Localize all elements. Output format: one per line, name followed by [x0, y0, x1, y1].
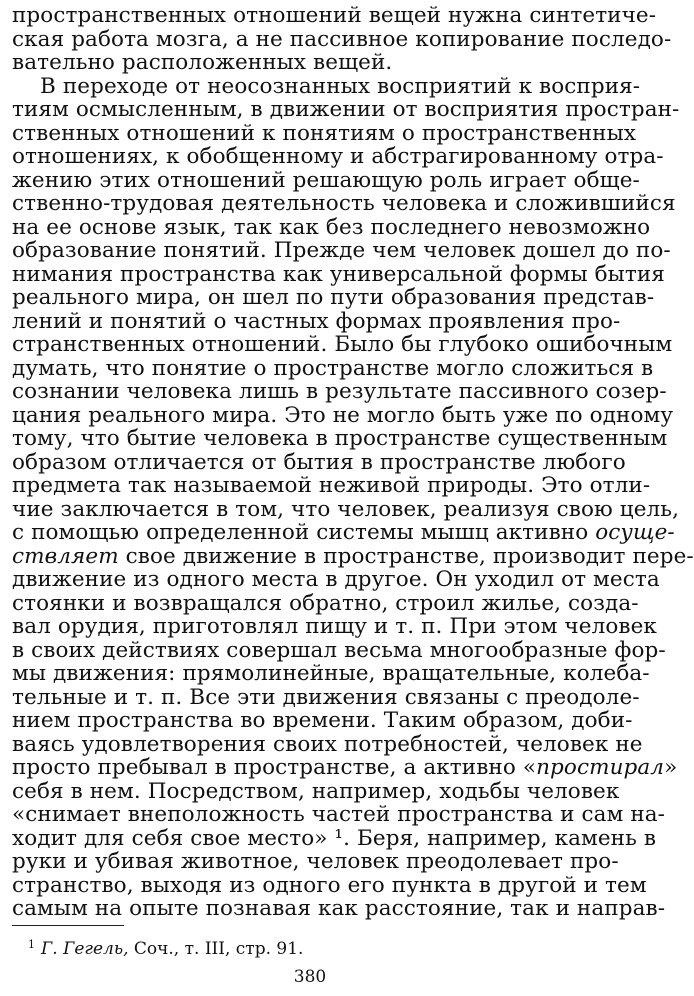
text-segment: с помощью определенной системы мышц активно [12, 520, 596, 545]
text-line: тельные и т. п. Все эти движения связаны с преодоле- [12, 684, 640, 710]
text-line: движение из одного места в другое. Он уходил от места [12, 567, 660, 592]
text-line: жению этих отношений решающую роль играет обще- [12, 167, 640, 193]
text-line: «снимает внеположность частей пространства и сам на- [12, 802, 666, 827]
footnote [28, 934, 303, 960]
text-line: думать, что понятие о пространстве могло сложиться в [12, 355, 654, 381]
text-line: сознании человека лишь в результате пассивного созер- [12, 379, 667, 404]
text-line: лений и понятий о частных формах проявления про- [12, 308, 621, 334]
text-line: нимания пространства как универсальной формы бытия [12, 261, 665, 287]
text-line: мы движения: прямолинейные, вращательные, колеба- [12, 661, 650, 686]
text-line: ская работа мозга, а не пассивное копирование последо- [12, 26, 672, 52]
text-segment: » [664, 755, 678, 780]
text-line: образом отличается от бытия в пространстве любого [12, 449, 626, 475]
text-line: ственно-трудовая деятельность человека и сложившийся [12, 191, 676, 216]
footnote-reference: Соч., т. III, стр. 91. [133, 939, 304, 959]
text-line: пространственных отношений вещей нужна синтетиче- [12, 3, 657, 28]
text-line: предмета так называемой неживой природы. Это отли- [12, 473, 651, 498]
text-line: образование понятий. Прежде чем человек дошел до по- [12, 238, 671, 263]
text-line: вал орудия, приготовлял пищу и т. п. При этом человек [12, 614, 657, 639]
text-line: ходит для себя свое место» ¹. Беря, например, камень в [12, 825, 657, 851]
text-line: чие заключается в том, что человек, реализуя свою цель, [12, 496, 680, 522]
text-line: самым на опыте познавая как расстояние, так и направ- [12, 896, 666, 921]
text-line: странственных отношений. Было бы глубоко ошибочным [12, 332, 673, 357]
footnote-author: Г. Гегель, [41, 939, 129, 959]
paragraph-start-line: В переходе от неосознанных восприятий к восприя- [40, 73, 641, 99]
text-line: себя в нем. Посредством, например, ходьбы человек [12, 778, 620, 804]
text-line: тиям осмысленным, в движении от восприятия простран- [12, 97, 680, 122]
text-segment: свое движение в пространстве, производит пере- [118, 543, 694, 569]
text-line: нием пространства во времени. Таким образом, доби- [12, 708, 633, 733]
text-line: стоянки и возвращался обратно, строил жилье, созда- [12, 590, 639, 616]
text-segment: просто пребывал в пространстве, а активно « [12, 755, 537, 780]
text-line: отношениях, к обобщенному и абстрагированному отра- [12, 144, 664, 169]
footnote-marker: 1 [28, 938, 35, 951]
text-line: странство, выходя из одного его пункта в другой и тем [12, 872, 647, 898]
text-line: на ее основе язык, так как без последнего невозможно [12, 214, 651, 240]
text-line: тому, что бытие человека в пространстве существенным [12, 426, 668, 451]
text-line: в своих действиях совершал весьма многообразные фор- [12, 637, 666, 663]
footnote-divider [12, 925, 124, 926]
page-number: 380 [293, 967, 327, 987]
text-line: руки и убивая животное, человек преодолевает про- [12, 849, 619, 874]
emphasized-text: ствляет [12, 543, 119, 569]
text-line: цания реального мира. Это не могло быть уже по одному [12, 402, 674, 428]
text-line: ственных отношений к понятиям о пространственных [12, 120, 637, 146]
emphasized-text: осуще- [595, 520, 675, 545]
text-line: реального мира, он шел по пути образования представ- [12, 285, 655, 310]
emphasized-text: простирал [536, 755, 665, 780]
text-line: ваясь удовлетворения своих потребностей, человек не [12, 731, 643, 757]
text-line: вательно расположенных вещей. [12, 50, 393, 75]
